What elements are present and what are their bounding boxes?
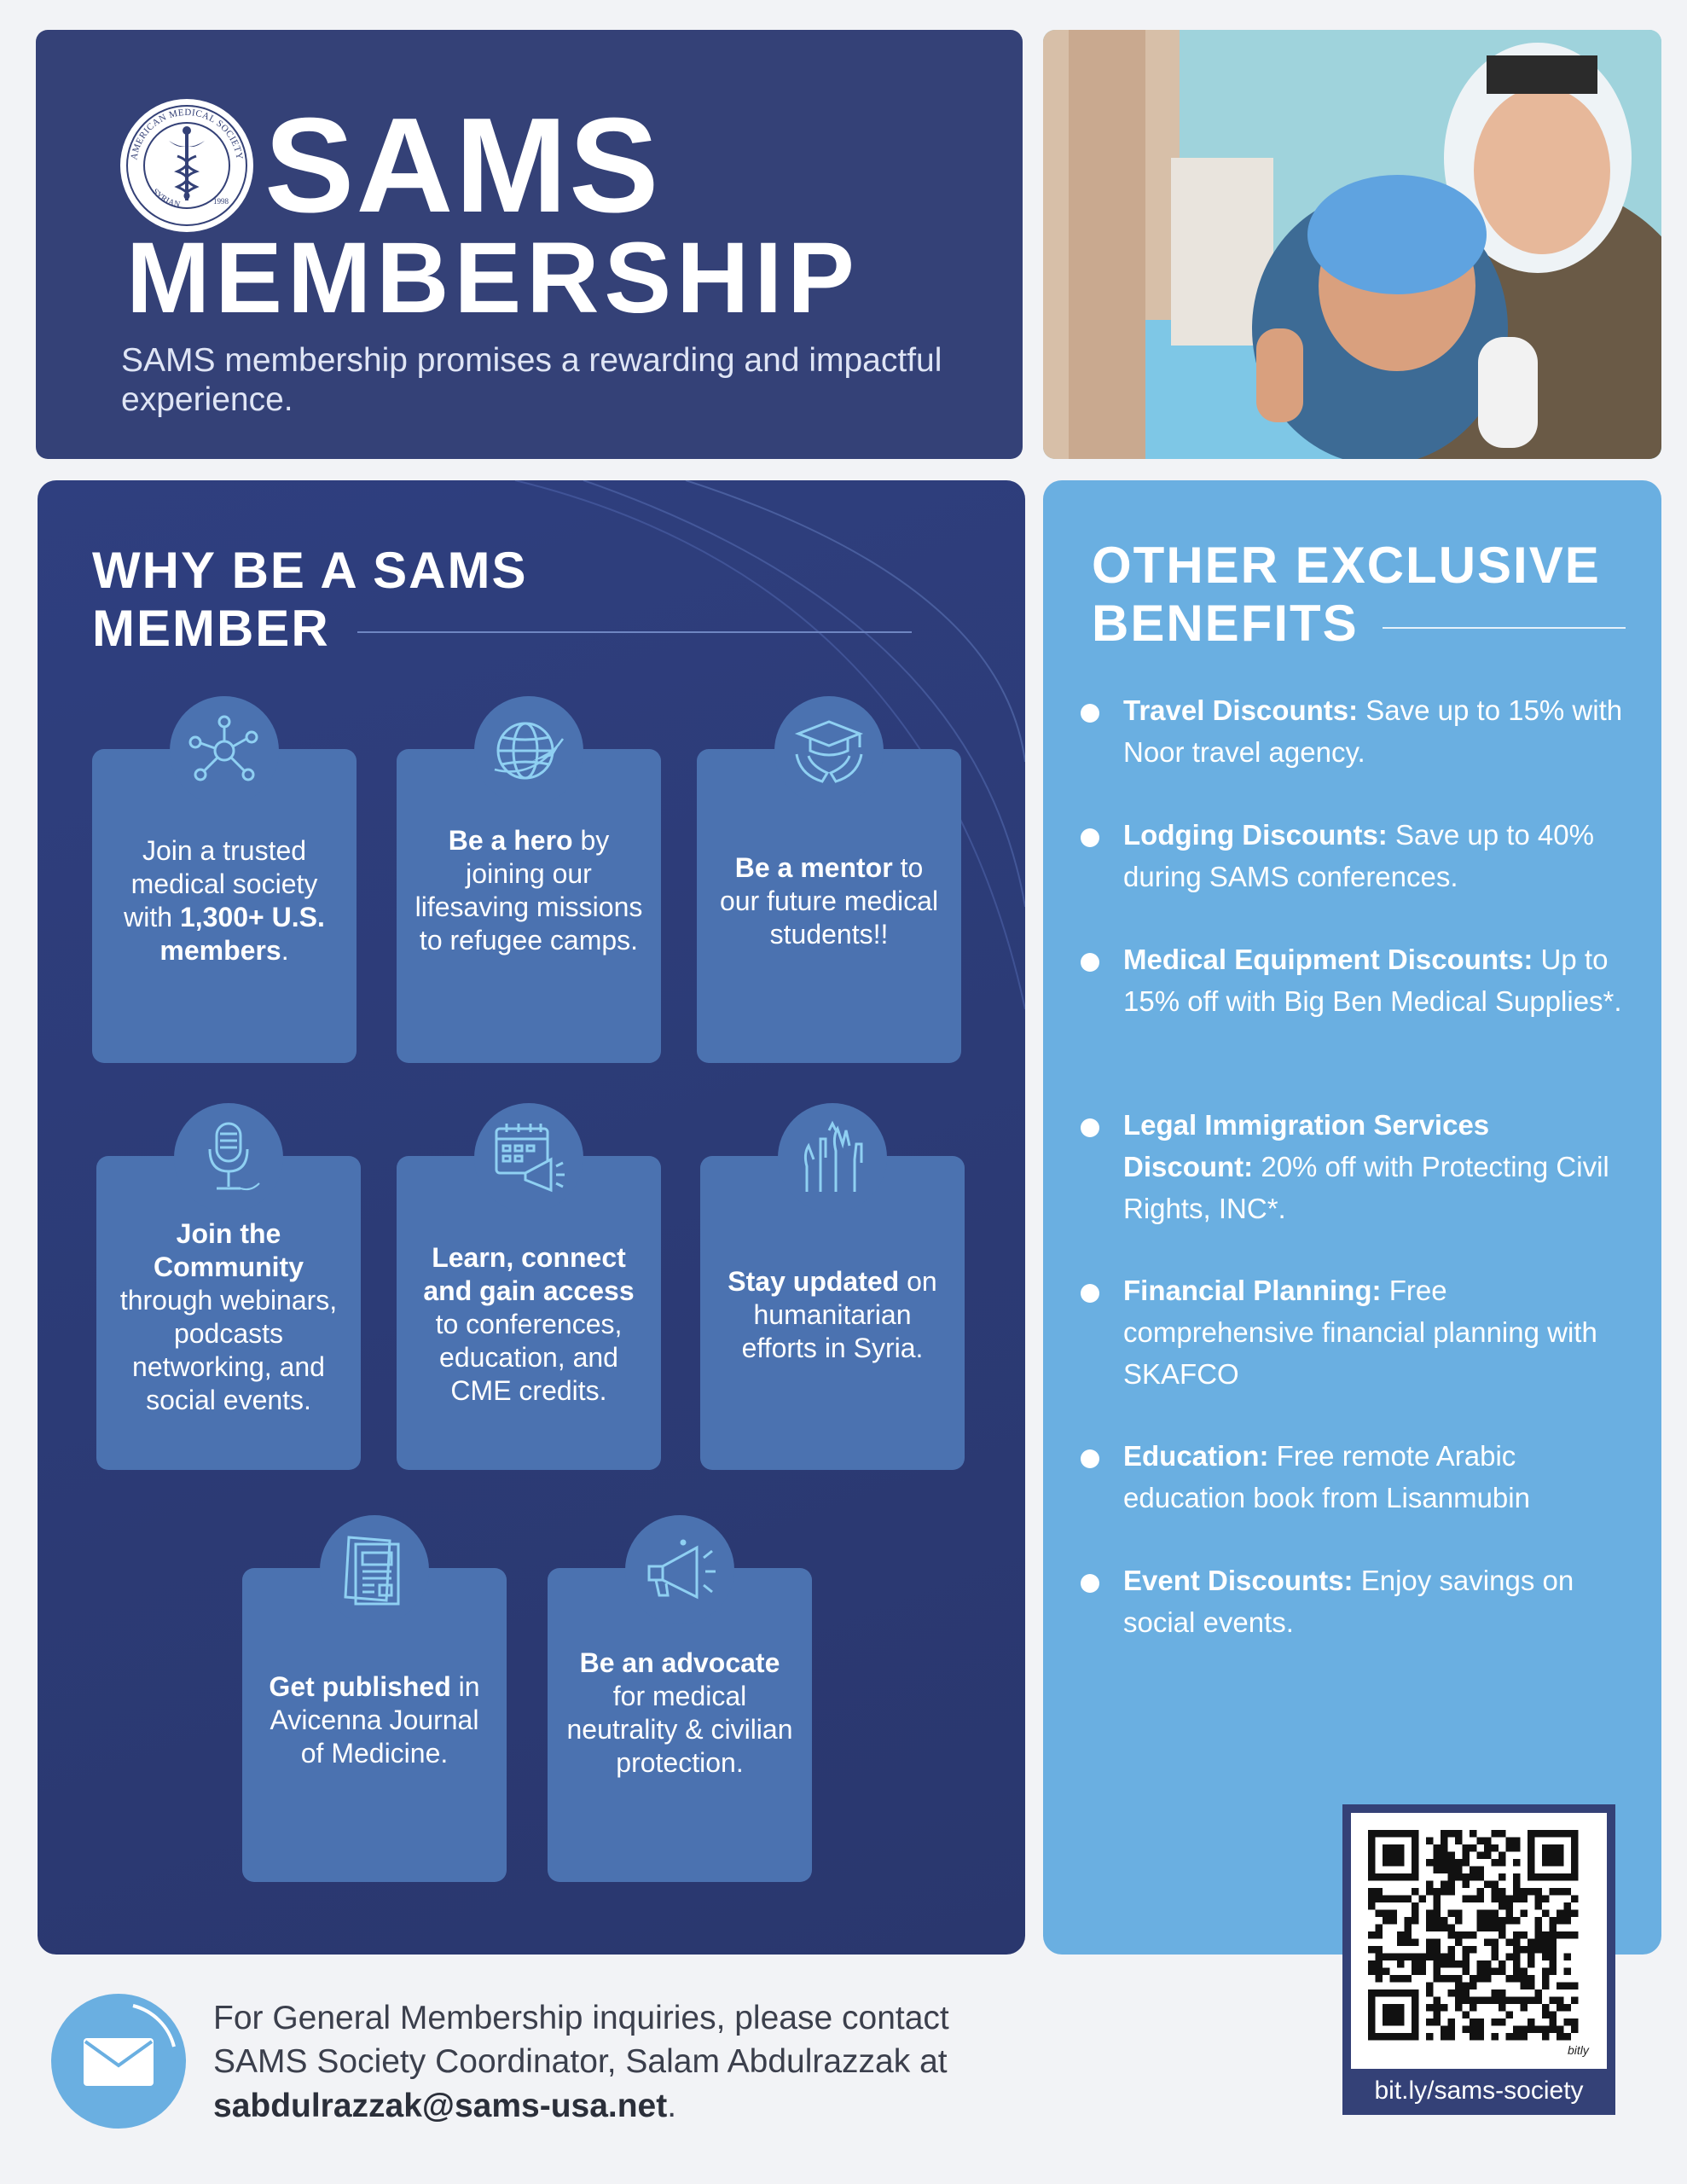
mail-badge (51, 1994, 186, 2129)
benefit-event-discounts: Event Discounts: Enjoy savings on social events. (1081, 1560, 1626, 1644)
benefit-lodging-discounts: Lodging Discounts: Save up to 40% during SAMS conferences. (1081, 815, 1626, 898)
contact-info (213, 1996, 1066, 2128)
benefit-card-be-an-advocate (548, 1568, 812, 1882)
benefits-title-rule (1383, 627, 1626, 629)
benefits-title-line2: BENEFITS (1092, 595, 1359, 653)
logo-year: 1998 (213, 197, 229, 206)
hero-photo (1043, 30, 1661, 459)
card-text-get-published: Get published in Avicenna Journal of Medicine. (269, 1671, 480, 1769)
card-text-be-a-hero: Be a hero by joining our lifesaving missions to refugee camps. (415, 825, 643, 956)
contact-line2: SAMS Society Coordinator, Salam Abdulrazzak at (213, 2043, 948, 2081)
bullet-icon (1081, 704, 1099, 723)
globe-plane-icon (491, 713, 566, 788)
sams-logo-icon (118, 96, 256, 235)
calendar-megaphone-icon (491, 1120, 566, 1195)
benefit-financial-planning: Financial Planning: Free comprehensive financial planning with SKAFCO (1081, 1270, 1626, 1395)
envelope-icon (51, 1994, 186, 2129)
newspaper-icon (337, 1532, 412, 1607)
benefit-card-trusted-society (92, 749, 357, 1063)
qr-code-icon (1351, 1813, 1607, 2069)
card-text-stay-updated: Stay updated on humanitarian efforts in Syria. (728, 1266, 937, 1364)
card-text-be-an-advocate: Be an advocate for medical neutrality & civilian protection. (566, 1647, 793, 1779)
microphone-icon (191, 1120, 266, 1195)
raised-hands-icon (795, 1120, 870, 1195)
benefits-title-line1: OTHER EXCLUSIVE (1092, 537, 1601, 594)
contact-line1: For General Membership inquiries, please contact (213, 2000, 949, 2036)
header-banner (36, 30, 1023, 459)
benefits-title (1092, 537, 1638, 653)
title-sams: SAMS (264, 90, 661, 241)
benefit-card-learn-connect (397, 1156, 661, 1470)
benefit-travel-discounts: Travel Discounts: Save up to 15% with Noor travel agency. (1081, 690, 1626, 774)
logo-ring-text: AMERICAN MEDICAL SOCIETY (129, 107, 245, 161)
exclusive-benefits-panel (1043, 480, 1661, 1955)
bullet-icon (1081, 1118, 1099, 1137)
why-title-line2: MEMBER (92, 600, 330, 658)
contact-email-suffix: . (667, 2087, 677, 2124)
benefit-legal-immigration: Legal Immigration Services Discount: 20% off with Protecting Civil Rights, INC*. (1081, 1105, 1626, 1229)
card-text-trusted-society: Join a trusted medical society with 1,300+ U.S. members. (124, 835, 325, 967)
bullet-icon (1081, 1284, 1099, 1303)
contact-email-link[interactable]: sabdulrazzak@sams-usa.net (213, 2087, 668, 2124)
header-subtitle: SAMS membership promises a rewarding and impactful experience. (121, 342, 942, 419)
benefit-medical-equipment: Medical Equipment Discounts: Up to 15% off with Big Ben Medical Supplies*. (1081, 939, 1626, 1023)
benefit-education: Education: Free remote Arabic education book from Lisanmubin (1081, 1436, 1626, 1519)
qr-code-block[interactable] (1342, 1804, 1615, 2115)
card-text-learn-connect: Learn, connect and gain access to conferences, education, and CME credits. (423, 1242, 635, 1407)
bullet-icon (1081, 828, 1099, 847)
why-title (92, 542, 689, 659)
qr-link-text[interactable]: bit.ly/sams-society (1374, 2077, 1584, 2105)
benefit-card-join-community (96, 1156, 361, 1470)
benefit-card-get-published (242, 1568, 507, 1882)
why-member-panel (38, 480, 1025, 1955)
bullet-icon (1081, 953, 1099, 972)
benefit-card-stay-updated (700, 1156, 965, 1470)
megaphone-icon (642, 1532, 717, 1607)
title-membership: MEMBERSHIP (126, 222, 860, 334)
why-title-rule (357, 631, 912, 633)
logo-ring-sub: SYRIAN (150, 187, 182, 210)
card-text-join-community: Join the Community through webinars, podcasts networking, and social events. (119, 1218, 338, 1416)
network-icon (187, 713, 262, 788)
why-title-line1: WHY BE A SAMS (92, 542, 528, 599)
benefit-card-be-a-hero (397, 749, 661, 1063)
bullet-icon (1081, 1449, 1099, 1468)
bullet-icon (1081, 1574, 1099, 1593)
card-text-be-a-mentor: Be a mentor to our future medical students!! (719, 852, 939, 950)
benefit-card-be-a-mentor (697, 749, 961, 1063)
qr-code[interactable] (1351, 1813, 1607, 2069)
bitly-mark: bitly (1568, 2043, 1589, 2057)
graduation-hands-icon (791, 713, 867, 788)
photo-child-and-medic-icon (1043, 30, 1661, 459)
